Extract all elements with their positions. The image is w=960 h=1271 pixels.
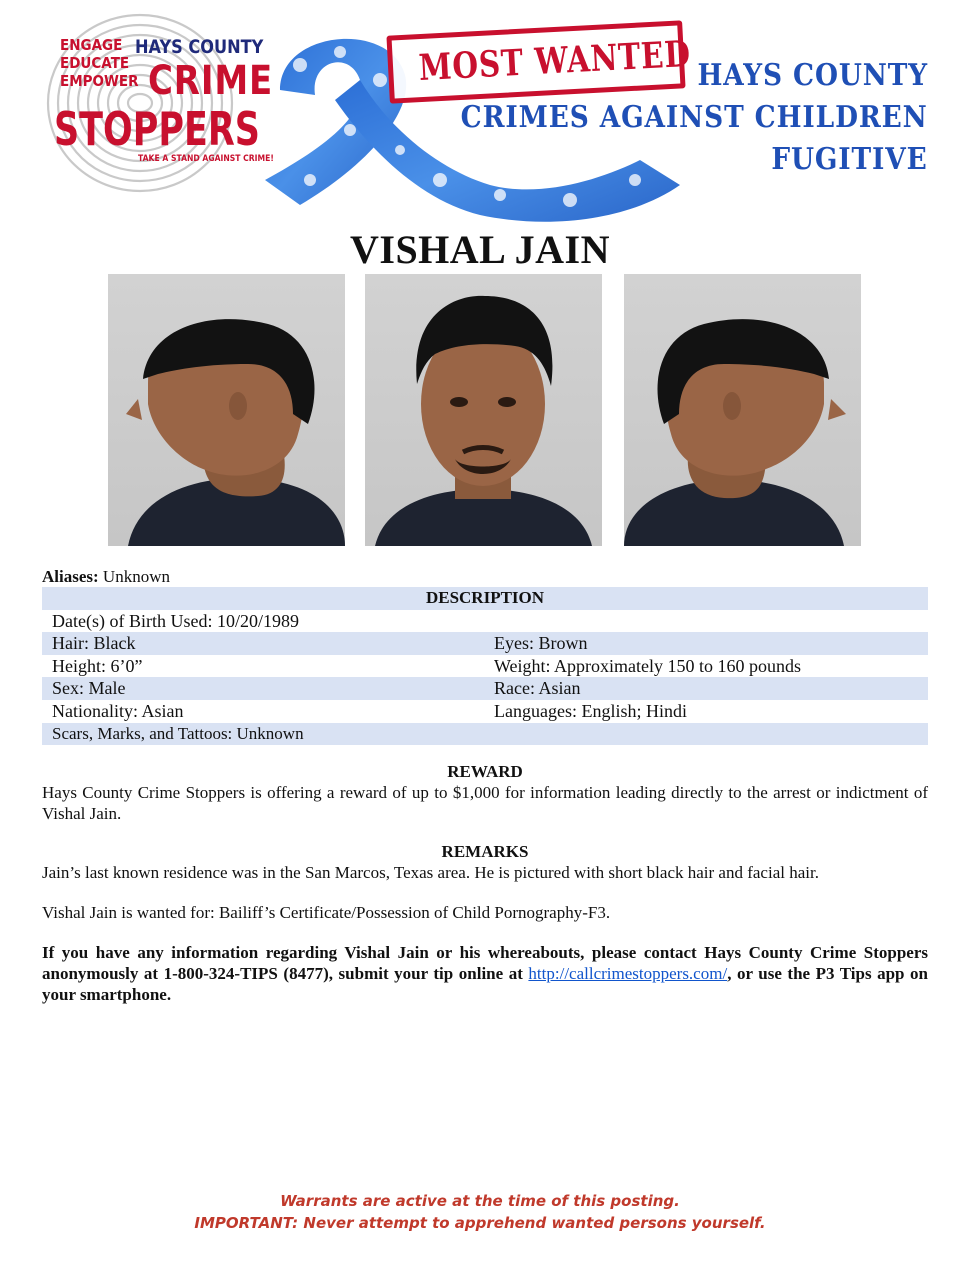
logo-engage-text: ENGAGE (60, 36, 123, 54)
logo-hays-county-text: HAYS COUNTY (135, 36, 264, 58)
description-row-height-weight (42, 655, 928, 678)
height-value: Height: 6’0” (52, 655, 143, 676)
hair-value: Hair: Black (52, 633, 136, 654)
important-warning-text: IMPORTANT: Never attempt to apprehend wanted persons yourself. (194, 1214, 766, 1232)
aliases-label: Aliases: (42, 567, 99, 586)
description-row-sex-race (42, 677, 928, 700)
reward-title: REWARD (447, 762, 523, 781)
race-value: Race: Asian (494, 678, 581, 699)
mugshot-left-profile (108, 274, 345, 546)
header-county-title: HAYS COUNTY (697, 58, 928, 93)
description-header (42, 587, 928, 610)
aliases-value: Unknown (102, 567, 170, 586)
description-row-nationality-languages (42, 700, 928, 723)
mugshot-front (365, 274, 602, 546)
remarks-residence-text: Jain’s last known residence was in the San Marcos, Texas area. He is pictured with short black hair and facial hair. (42, 863, 819, 882)
most-wanted-text: MOST WANTED (417, 32, 692, 90)
weight-value: Weight: Approximately 150 to 160 pounds (494, 655, 802, 676)
contact-text-start: If you have any information regarding Vishal Jain or his whereabouts, please contact Hays County Crime Stoppers anonymously at 1-800-324-TIPS (8477), submit your tip online at (42, 943, 928, 983)
logo-tagline: TAKE A STAND AGAINST CRIME! (138, 154, 274, 164)
crime-stoppers-logo (40, 8, 274, 198)
crime-stoppers-link[interactable]: http://callcrimestoppers.com/ (528, 964, 728, 983)
mugshot-right-profile (624, 274, 861, 546)
sex-value: Sex: Male (52, 678, 126, 699)
fugitive-name: VISHAL JAIN (349, 227, 610, 272)
description-row-dob (42, 610, 928, 633)
languages-value: Languages: English; Hindi (494, 700, 687, 721)
dob-value: Date(s) of Birth Used: 10/20/1989 (52, 610, 299, 631)
eyes-value: Eyes: Brown (494, 633, 588, 654)
remarks-charges-text: Vishal Jain is wanted for: Bailiff’s Certificate/Possession of Child Pornography-F3. (42, 903, 611, 922)
nationality-value: Nationality: Asian (52, 700, 184, 721)
logo-crime-text: CRIME (148, 58, 274, 104)
header-crimes-title: CRIMES AGAINST CHILDREN (461, 100, 928, 135)
logo-empower-text: EMPOWER (60, 72, 139, 90)
aliases-line (42, 567, 170, 587)
description-row-hair-eyes (42, 632, 928, 655)
contact-text-end: , or use the P3 Tips app on your smartphone. (42, 964, 929, 1004)
logo-stoppers-text: STOPPERS (54, 102, 260, 156)
description-row-scars (42, 723, 928, 746)
logo-educate-text: EDUCATE (60, 54, 130, 72)
remarks-title: REMARKS (441, 842, 529, 861)
scars-value: Scars, Marks, and Tattoos: Unknown (52, 723, 304, 743)
contact-paragraph (42, 942, 928, 1005)
description-title: DESCRIPTION (425, 588, 545, 607)
header-fugitive-title: FUGITIVE (771, 142, 928, 177)
poster-header (0, 0, 960, 225)
warning-footer (0, 1190, 960, 1234)
description-table (42, 587, 928, 745)
reward-text: Hays County Crime Stoppers is offering a reward of up to $1,000 for information leading directly to the arrest or indictment of Vishal Jain. (42, 783, 928, 823)
warrants-active-text: Warrants are active at the time of this posting. (280, 1192, 680, 1210)
